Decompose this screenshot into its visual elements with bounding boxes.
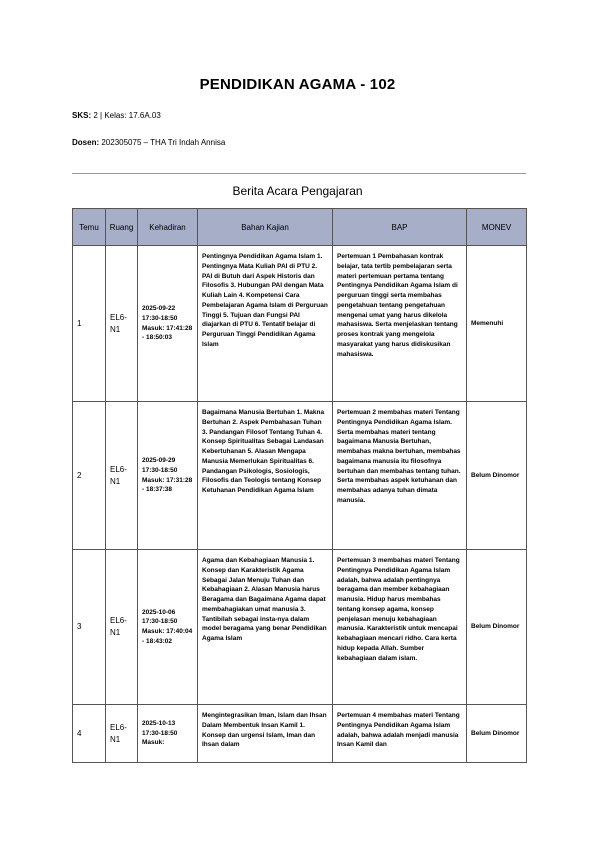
divider	[72, 173, 526, 174]
cell-bap: Pertemuan 3 membahas materi Tentang Pentingnya Pendidikan Agama Islam adalah, bahwa adalah pentingnya beragama dan member kebahagiaan manusia. Hidup harus membahas tentang konsep agama, konsep penjelasan menuju kebahagiaan manusia. Karakteristik untuk mencapai kebahagiaan mencari ridho. Cara kerta hidup kepada Allah. Sumber kebahagiaan dalam islam.	[333, 550, 467, 705]
cell-monev: Memenuhi	[467, 246, 527, 402]
column-header-bap: BAP	[333, 209, 467, 246]
cell-bahan-kajian: Bagaimana Manusia Bertuhan 1. Makna Bertuhan 2. Aspek Pembahasan Tuhan 3. Pandangan Filosof Tentang Tuhan 4. Konsep Spiritualitas Sebagai Landasan Kebertuhanan 5. Alasan Mengapa Manusia Memerlukan Spiritualitas 6. Pandangan Psikologis, Sosiologis, Filosofis dan Teologis tentang Konsep Ketuhanan Pendidikan Agama Islam	[198, 402, 333, 550]
table-row	[73, 705, 527, 763]
cell-bap: Pertemuan 1 Pembahasan kontrak belajar, tata tertib pembelajaran serta materi pertemuan pertama tentang Pentingnya Pendidikan Agama Islam di perguruan tinggi serta membahas pengetahuan tentang pengetahuan mengenai umat yang harus dikelola mahasiswa. Serta menjelaskan tentang proses kontrak yang mengelola masyarakat yang harus didiskusikan mahasiswa.	[333, 246, 467, 402]
cell-temu: 4	[73, 705, 106, 763]
cell-bahan-kajian: Agama dan Kebahagiaan Manusia 1. Konsep dan Karakteristik Agama Sebagai Jalan Menuju Tuhan dan Kebahagiaan 2. Alasan Manusia harus Beragama dan Bagaimana Agama dapat membahagiakan umat manusia 3. Tantibilah sebagai insta-nya dalam model beragama yang benar Pendidikan Agama Islam	[198, 550, 333, 705]
cell-ruang: EL6-N1	[106, 246, 138, 402]
dosen-info	[72, 138, 225, 147]
column-header-kehadiran: Kehadiran	[138, 209, 198, 246]
document-title: PENDIDIKAN AGAMA - 102	[199, 76, 396, 93]
dosen-value: 202305075 – THA Tri Indah Annisa	[101, 138, 226, 147]
column-header-monev: MONEV	[467, 209, 527, 246]
cell-monev: Belum Dinomor	[467, 705, 527, 763]
sks-value: 2 | Kelas: 17.6A.03	[93, 111, 161, 120]
cell-bahan-kajian: Pentingnya Pendidikan Agama Islam 1. Pentingnya Mata Kuliah PAI di PTU 2. PAI di Butuh dari Aspek Historis dan Filosofis 3. Hubungan PAI dengan Mata Kuliah Lain 4. Kompetensi Cara Pembelajaran Agama Islam di Perguruan Tinggi 5. Tujuan dan Fungsi PAI diajarkan di PTU 6. Tentatif belajar di Perguruan Tinggi Pendidikan Agama Islam	[198, 246, 333, 402]
section-title: Berita Acara Pengajaran	[232, 184, 363, 198]
cell-kehadiran: 2025-09-29 17:30-18:50 Masuk: 17:31:28 - 18:37:38	[138, 402, 198, 550]
sks-label: SKS:	[72, 111, 92, 120]
sks-info	[72, 111, 161, 120]
cell-kehadiran: 2025-10-13 17:30-18:50 Masuk:	[138, 705, 198, 763]
column-header-bahan-kajian: Bahan Kajian	[198, 209, 333, 246]
cell-ruang: EL6-N1	[106, 402, 138, 550]
cell-monev: Belum Dinomor	[467, 402, 527, 550]
cell-bap: Pertemuan 2 membahas materi Tentang Pentingnya Pendidikan Agama Islam. Serta membahas materi tentang bagaimana Manusia Bertuhan, membahas makna bertuhan, membahas bagaimana manusia itu filosofnya bertuhan dan membahas tentang tuhan. Serta membahas aspek ketuhanan dan membahas adanya tuhan dimata manusia.	[333, 402, 467, 550]
cell-kehadiran: 2025-10-06 17:30-18:50 Masuk: 17:40:04 - 18:43:02	[138, 550, 198, 705]
cell-ruang: EL6-N1	[106, 705, 138, 763]
column-header-ruang: Ruang	[106, 209, 138, 246]
cell-temu: 2	[73, 402, 106, 550]
cell-temu: 1	[73, 246, 106, 402]
column-header-temu: Temu	[73, 209, 106, 246]
cell-monev: Belum Dinomor	[467, 550, 527, 705]
table-header-row	[73, 209, 527, 246]
cell-kehadiran: 2025-09-22 17:30-18:50 Masuk: 17:41:28 - 18:50:03	[138, 246, 198, 402]
cell-ruang: EL6-N1	[106, 550, 138, 705]
bap-table	[72, 208, 527, 763]
table-row	[73, 402, 527, 550]
table-row	[73, 246, 527, 402]
cell-bap: Pertemuan 4 membahas materi Tentang Pentingnya Pendidikan Agama Islam adalah, bahwa adalah menjadi manusia Insan Kamil dan	[333, 705, 467, 763]
dosen-label: Dosen:	[72, 138, 100, 147]
cell-bahan-kajian: Mengintegrasikan Iman, Islam dan Ihsan Dalam Membentuk Insan Kamil 1. Konsep dan urgensi Islam, Iman dan Ihsan dalam	[198, 705, 333, 763]
table-row	[73, 550, 527, 705]
cell-temu: 3	[73, 550, 106, 705]
